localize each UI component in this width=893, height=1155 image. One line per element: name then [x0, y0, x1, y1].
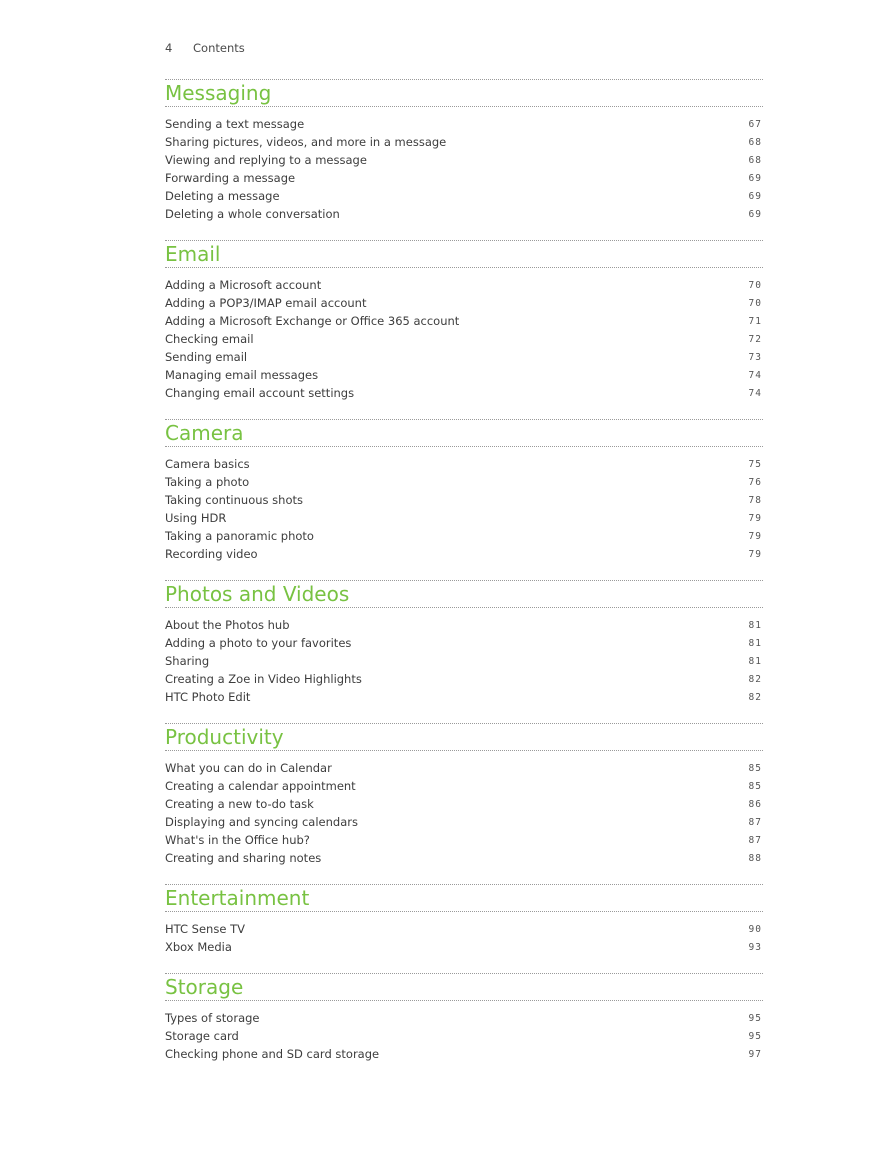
toc-section-camera: [165, 419, 763, 563]
toc-entry[interactable]: [165, 205, 763, 223]
toc-entry-label: Managing email messages: [165, 368, 319, 382]
toc-entry-label: Taking continuous shots: [165, 493, 303, 507]
toc-section-messaging: [165, 79, 763, 223]
toc-entry-label: Creating and sharing notes: [165, 851, 322, 865]
toc-entry[interactable]: [165, 491, 763, 509]
toc-entry[interactable]: [165, 777, 763, 795]
toc-entry[interactable]: [165, 545, 763, 563]
toc-entry-label: Checking email: [165, 332, 254, 346]
toc-entry[interactable]: [165, 366, 763, 384]
toc-entry[interactable]: [165, 938, 763, 956]
section-header: [165, 419, 763, 447]
toc-entry-page-number: 81: [748, 619, 762, 631]
header-title: Contents: [193, 41, 245, 55]
toc-entry-label: Deleting a whole conversation: [165, 207, 340, 221]
toc-entry[interactable]: [165, 276, 763, 294]
section-header: [165, 723, 763, 751]
toc-section-email: [165, 240, 763, 402]
toc-entry-label: About the Photos hub: [165, 618, 290, 632]
toc-entry-label: Taking a panoramic photo: [165, 529, 314, 543]
toc-entry[interactable]: [165, 813, 763, 831]
toc-entry-label: HTC Sense TV: [165, 922, 245, 936]
toc-entry[interactable]: [165, 652, 763, 670]
toc-entry-label: Xbox Media: [165, 940, 232, 954]
toc-entry[interactable]: [165, 1009, 763, 1027]
toc-entry-page-number: 79: [748, 548, 762, 560]
toc-entry-label: Deleting a message: [165, 189, 280, 203]
toc-entry[interactable]: [165, 133, 763, 151]
toc-entry-page-number: 86: [748, 798, 762, 810]
toc-entry-label: Recording video: [165, 547, 258, 561]
toc-entry-label: Camera basics: [165, 457, 250, 471]
table-of-contents: [165, 79, 763, 1080]
toc-entry-page-number: 82: [748, 691, 762, 703]
toc-entry[interactable]: [165, 759, 763, 777]
toc-entry[interactable]: [165, 330, 763, 348]
toc-entry-page-number: 87: [748, 816, 762, 828]
toc-entry[interactable]: [165, 831, 763, 849]
toc-entry-page-number: 81: [748, 655, 762, 667]
toc-entry-label: Storage card: [165, 1029, 239, 1043]
section-title[interactable]: Photos and Videos: [165, 582, 350, 606]
toc-entry-label: Creating a calendar appointment: [165, 779, 356, 793]
toc-entry[interactable]: [165, 634, 763, 652]
toc-entry-page-number: 93: [748, 941, 762, 953]
toc-entry-page-number: 68: [748, 154, 762, 166]
toc-entry-page-number: 79: [748, 530, 762, 542]
toc-entry-page-number: 78: [748, 494, 762, 506]
toc-entry-label: Sending a text message: [165, 117, 305, 131]
toc-entry[interactable]: [165, 527, 763, 545]
page-number: 4: [165, 41, 173, 55]
section-header: [165, 240, 763, 268]
toc-entry[interactable]: [165, 920, 763, 938]
toc-entry-label: Adding a photo to your favorites: [165, 636, 352, 650]
toc-entry-page-number: 79: [748, 512, 762, 524]
toc-entry[interactable]: [165, 473, 763, 491]
section-title[interactable]: Entertainment: [165, 886, 310, 910]
toc-entry[interactable]: [165, 849, 763, 867]
toc-entry-page-number: 85: [748, 762, 762, 774]
toc-entry-page-number: 74: [748, 369, 762, 381]
toc-entry-label: Adding a Microsoft Exchange or Office 365 account: [165, 314, 460, 328]
toc-entry-label: Sharing pictures, videos, and more in a message: [165, 135, 447, 149]
toc-entry-page-number: 74: [748, 387, 762, 399]
toc-entry-page-number: 67: [748, 118, 762, 130]
toc-entry-page-number: 82: [748, 673, 762, 685]
toc-entry-label: What's in the Office hub?: [165, 833, 310, 847]
toc-entry-label: Changing email account settings: [165, 386, 355, 400]
toc-entry-page-number: 73: [748, 351, 762, 363]
toc-entry[interactable]: [165, 151, 763, 169]
toc-entry-page-number: 75: [748, 458, 762, 470]
toc-entry[interactable]: [165, 384, 763, 402]
toc-entry[interactable]: [165, 169, 763, 187]
toc-entry[interactable]: [165, 688, 763, 706]
toc-entry-page-number: 76: [748, 476, 762, 488]
toc-entry-page-number: 85: [748, 780, 762, 792]
toc-entry-page-number: 69: [748, 172, 762, 184]
toc-entry-label: What you can do in Calendar: [165, 761, 332, 775]
toc-entry-label: Checking phone and SD card storage: [165, 1047, 380, 1061]
toc-entry-page-number: 70: [748, 279, 762, 291]
section-header: [165, 580, 763, 608]
toc-entry[interactable]: [165, 187, 763, 205]
toc-entry-label: Taking a photo: [165, 475, 250, 489]
toc-entry-label: Types of storage: [165, 1011, 260, 1025]
section-header: [165, 79, 763, 107]
toc-entry-page-number: 68: [748, 136, 762, 148]
toc-entry-page-number: 88: [748, 852, 762, 864]
toc-section-photos-and-videos: [165, 580, 763, 706]
toc-entry-label: Sending email: [165, 350, 248, 364]
toc-entry-label: Viewing and replying to a message: [165, 153, 367, 167]
section-header: [165, 884, 763, 912]
section-title[interactable]: Camera: [165, 421, 244, 445]
toc-entry-label: HTC Photo Edit: [165, 690, 251, 704]
toc-section-productivity: [165, 723, 763, 867]
toc-entry[interactable]: [165, 509, 763, 527]
toc-entry-page-number: 72: [748, 333, 762, 345]
toc-entry-page-number: 90: [748, 923, 762, 935]
section-header: [165, 973, 763, 1001]
toc-entry-label: Creating a new to-do task: [165, 797, 314, 811]
toc-entry-label: Using HDR: [165, 511, 227, 525]
toc-entry-page-number: 70: [748, 297, 762, 309]
toc-entry-label: Displaying and syncing calendars: [165, 815, 358, 829]
toc-entry-page-number: 87: [748, 834, 762, 846]
toc-entry[interactable]: [165, 1027, 763, 1045]
toc-section-entertainment: [165, 884, 763, 956]
toc-entry-page-number: 97: [748, 1048, 762, 1060]
section-title[interactable]: Storage: [165, 975, 244, 999]
toc-entry-label: Adding a POP3/IMAP email account: [165, 296, 367, 310]
toc-entry[interactable]: [165, 312, 763, 330]
toc-entry[interactable]: [165, 795, 763, 813]
toc-entry[interactable]: [165, 616, 763, 634]
toc-entry[interactable]: [165, 115, 763, 133]
toc-entry[interactable]: [165, 294, 763, 312]
section-title[interactable]: Email: [165, 242, 221, 266]
section-title[interactable]: Productivity: [165, 725, 284, 749]
toc-entry-label: Creating a Zoe in Video Highlights: [165, 672, 362, 686]
toc-entry[interactable]: [165, 670, 763, 688]
toc-entry-label: Forwarding a message: [165, 171, 296, 185]
toc-entry[interactable]: [165, 455, 763, 473]
section-title[interactable]: Messaging: [165, 81, 272, 105]
toc-entry-page-number: 81: [748, 637, 762, 649]
toc-section-storage: [165, 973, 763, 1063]
toc-entry-page-number: 95: [748, 1030, 762, 1042]
toc-entry[interactable]: [165, 348, 763, 366]
toc-entry-page-number: 69: [748, 208, 762, 220]
toc-entry-page-number: 69: [748, 190, 762, 202]
page-header: [165, 41, 245, 55]
toc-entry-page-number: 95: [748, 1012, 762, 1024]
toc-entry-label: Adding a Microsoft account: [165, 278, 322, 292]
toc-entry[interactable]: [165, 1045, 763, 1063]
toc-entry-page-number: 71: [748, 315, 762, 327]
toc-entry-label: Sharing: [165, 654, 210, 668]
